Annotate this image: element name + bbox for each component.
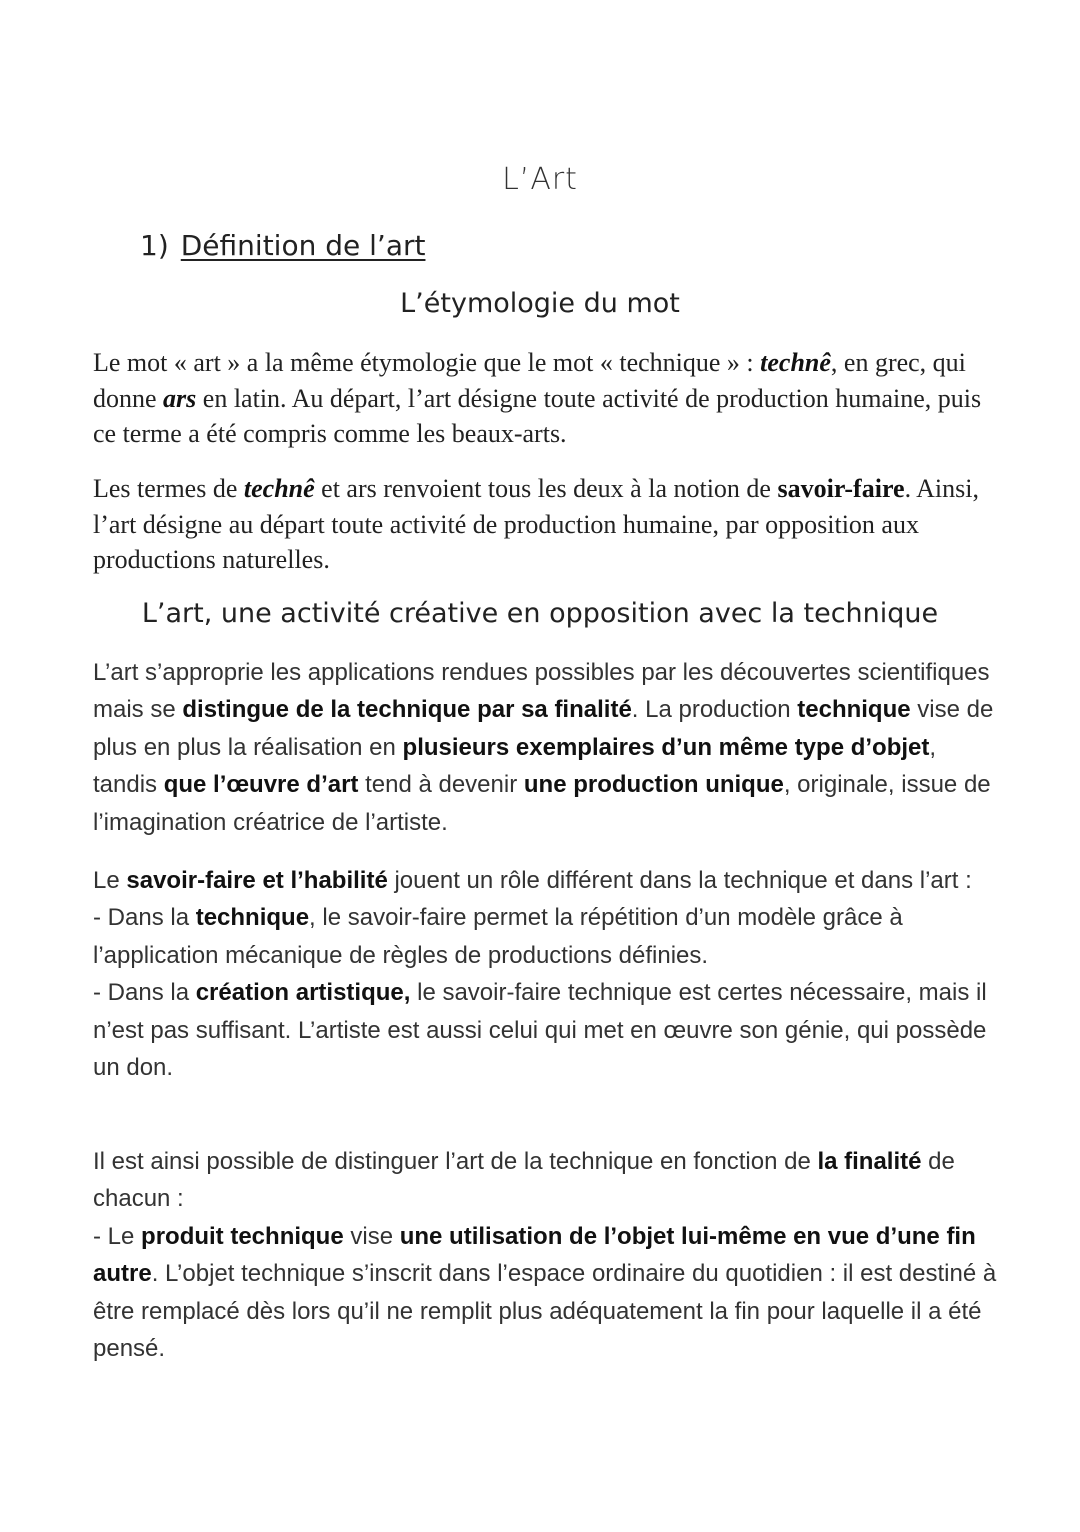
emphasis: que l’œuvre d’art xyxy=(163,771,359,799)
section-number: 1) xyxy=(140,229,169,262)
emphasis: technique xyxy=(797,696,911,724)
text-span: le savoir-faire technique est certes nécessaire, mais il n’est pas suffisant. L’artiste est aussi celui qui met en œuvre son génie, qui possède un don. xyxy=(93,979,987,1082)
text-span: L’art s’approprie les applications rendues possibles par les découvertes scientifiques mais se xyxy=(93,659,990,724)
text-span: - Dans la xyxy=(93,904,196,932)
text-span: Le mot « art » a la même étymologie que le mot « technique » : xyxy=(93,348,761,377)
text-span: . La production xyxy=(631,696,798,724)
section-label: Définition de l’art xyxy=(180,229,426,262)
paragraph-etymology-1 xyxy=(93,345,1003,452)
text-span: Les termes de xyxy=(93,474,244,503)
text-span: , originale, issue de l’imagination créatrice de l’artiste. xyxy=(93,771,991,836)
subheading-creative-activity: L’art, une activité créative en opposition avec la technique xyxy=(141,598,939,629)
text-span: , tandis xyxy=(93,733,937,799)
paragraph-savoir-faire xyxy=(93,862,998,1086)
emphasis: produit technique xyxy=(141,1222,344,1250)
emphasis: création artistique, xyxy=(195,979,411,1007)
subheading-etymology: L’étymologie du mot xyxy=(400,288,680,319)
emphasis-savoir-faire: savoir-faire xyxy=(777,474,905,503)
emphasis: la finalité xyxy=(817,1148,922,1175)
paragraph-etymology-2 xyxy=(93,471,1003,578)
emphasis-ars: ars xyxy=(163,383,197,413)
emphasis: une utilisation de l’objet lui-même en vue d’une fin autre xyxy=(93,1222,976,1288)
section-heading xyxy=(140,229,425,262)
emphasis: technique xyxy=(195,904,310,932)
text-span: et ars renvoient tous les deux à la notion de xyxy=(314,474,778,503)
text-span: . Ainsi, l’art désigne au départ toute activité de production humaine, par opposition aux productions naturelles. xyxy=(93,474,979,574)
paragraph-finalite xyxy=(93,1143,998,1367)
emphasis: distingue de la technique par sa finalité xyxy=(182,696,632,724)
text-span: - Dans la xyxy=(93,979,196,1007)
text-span: vise xyxy=(343,1222,400,1250)
text-span: Le xyxy=(93,867,127,894)
emphasis-techne: technê xyxy=(760,348,831,377)
text-span: - Le xyxy=(93,1222,142,1250)
text-span: en latin. Au départ, l’art désigne toute activité de production humaine, puis ce terme a été compris comme les beaux-arts. xyxy=(93,383,982,448)
emphasis: savoir-faire et l’habilité xyxy=(126,867,388,894)
emphasis-techne: technê xyxy=(243,474,315,503)
text-span: vise de plus en plus la réalisation en xyxy=(93,696,994,761)
emphasis: plusieurs exemplaires d’un même type d’objet xyxy=(402,733,930,761)
text-span: Il est ainsi possible de distinguer l’art de la technique en fonction de xyxy=(93,1148,818,1175)
text-span: , le savoir-faire permet la répétition d’un modèle grâce à l’application mécanique de règles de productions définies. xyxy=(93,904,903,969)
emphasis: une production unique xyxy=(523,771,784,799)
text-span: . L’objet technique s’inscrit dans l’espace ordinaire du quotidien : il est destiné à être remplacé dès lors qu’il ne remplit plus adéquatement la fin pour laquelle il a été pensé. xyxy=(93,1260,997,1363)
document-title: L’Art xyxy=(502,162,578,197)
text-span: jouent un rôle différent dans la technique et dans l’art : xyxy=(387,867,972,894)
paragraph-art-vs-technique xyxy=(93,654,998,841)
text-span: de chacun : xyxy=(93,1148,955,1213)
text-span: , en grec, qui donne xyxy=(93,348,966,413)
text-span: tend à devenir xyxy=(358,771,524,799)
